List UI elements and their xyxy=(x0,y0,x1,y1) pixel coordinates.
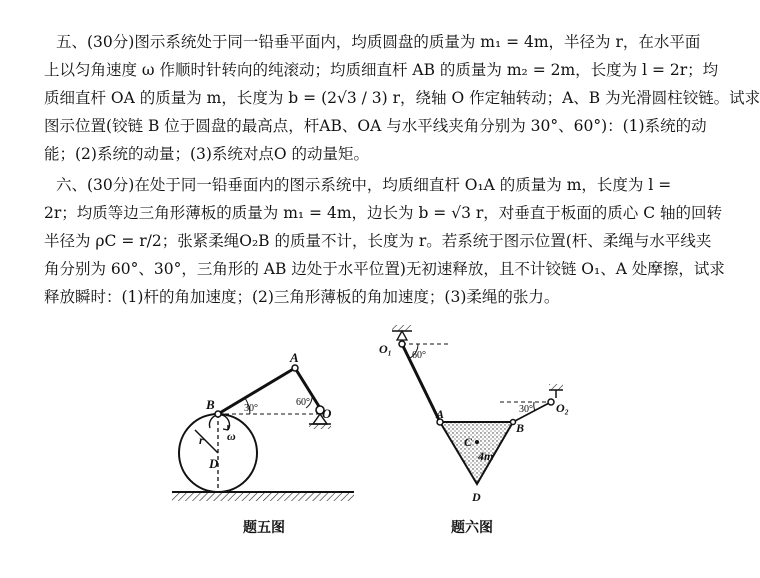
problem-5-line: 质细直杆 OA 的质量为 m，长度为 b = (2√3 / 3) r，绕轴 O 作定轴转动；A、B 为光滑圆柱铰链。试求 xyxy=(44,89,760,107)
label-r: r xyxy=(199,433,204,447)
problem-6-line: 角分别为 60°、30°，三角形的 AB 边处于水平位置)无初速释放，且不计铰链 O₁、A 处摩擦，试求 xyxy=(44,260,725,278)
label-30deg: 30° xyxy=(244,403,258,414)
label-A: A xyxy=(436,407,445,421)
label-D: D xyxy=(472,490,481,504)
problem-5-line: 五、(30分)图示系统处于同一铅垂平面内，均质圆盘的质量为 m₁ = 4m，半径为 r，在水平面 xyxy=(56,33,701,51)
label-B: B xyxy=(516,421,525,435)
problem-6-line: 半径为 ρC = r/2；张紧柔绳O₂B 的质量不计，长度为 r。若系统于图示位置(杆、柔绳与水平线夹 xyxy=(44,232,712,250)
hinge-O2 xyxy=(548,399,554,405)
hinge-B xyxy=(511,420,516,425)
figure-5-labels xyxy=(199,350,332,536)
label-4m: 4m xyxy=(478,449,494,463)
problem-6-line: 六、(30分)在处于同一铅垂面内的图示系统中，均质细直杆 O₁A 的质量为 m，长度为 l = xyxy=(56,176,672,194)
problem-6-line: 释放瞬时：(1)杆的角加速度；(2)三角形薄板的角加速度；(3)柔绳的张力。 xyxy=(44,288,560,306)
centroid-C xyxy=(475,440,479,444)
problem-5-line: 上以匀角速度 ω 作顺时针转向的纯滚动；均质细直杆 AB 的质量为 m₂ = 2m，长度为 l = 2r；均 xyxy=(44,61,719,79)
hinge-A xyxy=(292,365,298,371)
label-O2: O₂ xyxy=(556,401,569,415)
problem-6-line: 2r；均质等边三角形薄板的质量为 m₁ = 4m，边长为 b = √3 r，对垂直于板面的质心 C 轴的回转 xyxy=(44,204,722,222)
support-O1 xyxy=(397,331,407,340)
angle-30-arc xyxy=(534,402,535,411)
hinge-B xyxy=(215,411,221,417)
label-omega: ω xyxy=(227,429,236,443)
support-O2-hatch xyxy=(549,384,563,390)
label-C: C xyxy=(464,435,473,449)
label-O: O xyxy=(322,406,332,421)
problem-5-line: 能；(2)系统的动量；(3)系统对点O 的动量矩。 xyxy=(44,145,370,163)
label-B: B xyxy=(206,397,215,412)
label-D: D xyxy=(209,456,219,471)
label-O1: O₁ xyxy=(379,342,392,356)
figure-6-caption: 题六图 xyxy=(451,520,493,536)
label-60deg: 60° xyxy=(412,350,426,361)
problem-5-line: 图示位置(铰链 B 位于圆盘的最高点，杆AB、OA 与水平线夹角分别为 30°、60°)：(1)系统的动 xyxy=(44,117,707,135)
figure-5-caption: 题五图 xyxy=(243,520,285,536)
hinge-O1 xyxy=(399,341,405,347)
triangle-plate xyxy=(440,422,513,484)
label-60deg: 60° xyxy=(296,397,310,408)
label-30deg: 30° xyxy=(519,404,533,415)
label-A: A xyxy=(290,350,299,365)
ground-hatch xyxy=(172,492,354,501)
